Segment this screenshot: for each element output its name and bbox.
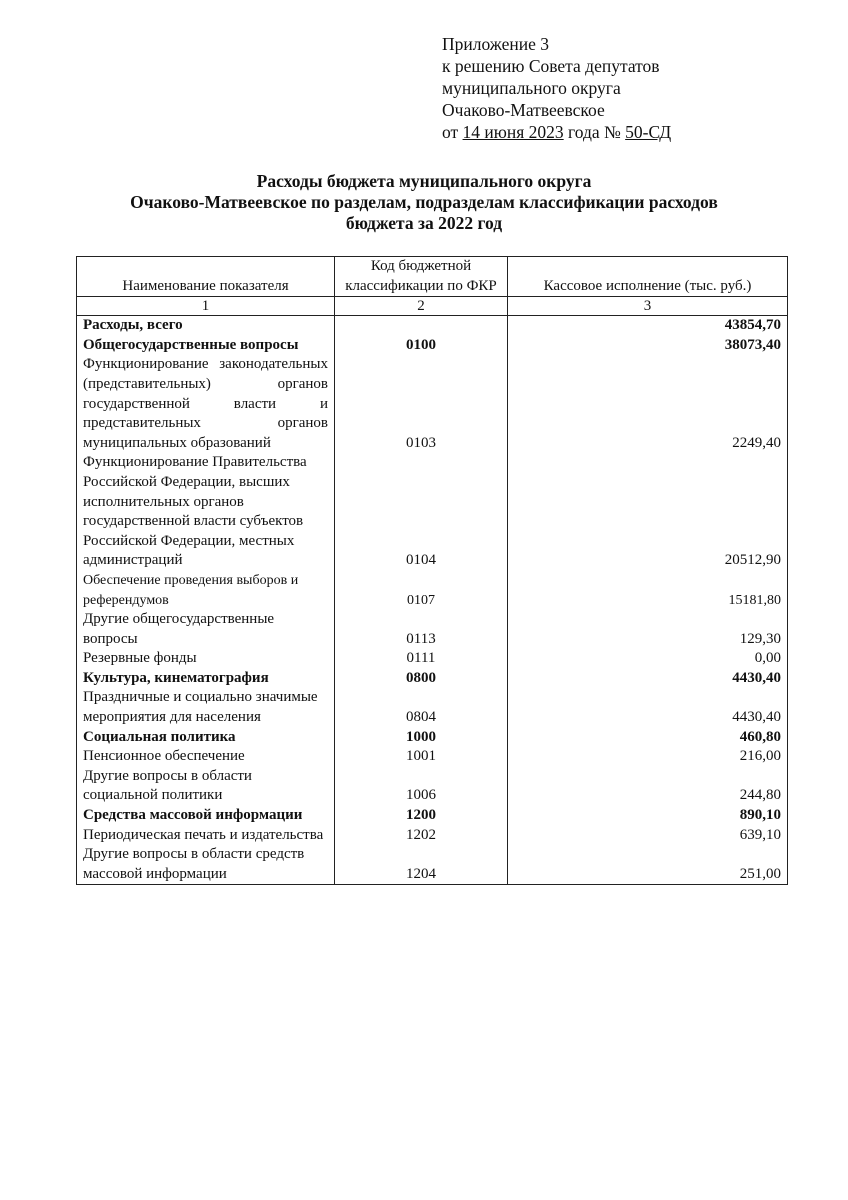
table-row [77,845,788,885]
row-value: 216,00 [508,747,788,767]
row-value: 129,30 [508,610,788,649]
column-number: 3 [508,297,788,316]
row-value: 251,00 [508,845,788,885]
row-value: 639,10 [508,826,788,846]
row-value: 2249,40 [508,355,788,453]
table-row [77,316,788,336]
title-line: Очаково-Матвеевское по разделам, подразделам классификации расходов [130,192,718,212]
table-row [77,747,788,767]
row-value: 4430,40 [508,669,788,689]
table-header-row [77,257,788,297]
row-value: 4430,40 [508,688,788,727]
row-code: 0100 [335,336,508,356]
column-number: 1 [77,297,335,316]
title-line: бюджета за 2022 год [345,213,503,233]
row-name: Функционирование Правительства Российской Федерации, высших исполнительных органов государственной власти субъектов Российской Федерации, местных администраций [77,453,335,571]
row-name: Средства массовой информации [77,806,335,826]
date-mid: года № [563,122,626,142]
header-value: Кассовое исполнение (тыс. руб.) [508,257,788,297]
appendix-line: к решению Совета депутатов [442,56,660,76]
title-line: Расходы бюджета муниципального округа [256,171,592,191]
table-row [77,728,788,748]
table-row [77,826,788,846]
row-name: Другие общегосударственные вопросы [77,610,335,649]
row-name: Резервные фонды [77,649,335,669]
table-row [77,767,788,806]
row-value: 460,80 [508,728,788,748]
row-name: Обеспечение проведения выборов и референдумов [77,571,335,610]
appendix-line: Приложение 3 [442,34,550,54]
row-name: Другие вопросы в области социальной политики [77,767,335,806]
table-row [77,355,788,453]
row-value: 20512,90 [508,453,788,571]
row-value: 38073,40 [508,336,788,356]
row-value: 15181,80 [508,571,788,610]
row-value: 0,00 [508,649,788,669]
row-code: 0804 [335,688,508,727]
decision-date-line [442,121,671,143]
appendix-line: Очаково-Матвеевское [442,100,605,120]
row-value: 244,80 [508,767,788,806]
table-row [77,571,788,610]
row-code: 1200 [335,806,508,826]
document-title [40,171,808,234]
decision-date: 14 июня 2023 [462,122,564,142]
table-row [77,688,788,727]
row-code: 0800 [335,669,508,689]
row-code: 0107 [335,571,508,610]
column-number-row [77,297,788,316]
header-name: Наименование показателя [77,257,335,297]
date-prefix: от [442,122,463,142]
row-code: 1000 [335,728,508,748]
header-code: Код бюджетной классификации по ФКР [335,257,508,297]
row-code: 1202 [335,826,508,846]
row-name: Периодическая печать и издательства [77,826,335,846]
appendix-line: муниципального округа [442,78,621,98]
row-name: Другие вопросы в области средств массовой информации [77,845,335,885]
row-value: 43854,70 [508,316,788,336]
expenses-table [76,256,788,885]
appendix-block [442,33,671,143]
row-name: Общегосударственные вопросы [77,336,335,356]
row-name: Пенсионное обеспечение [77,747,335,767]
row-name: Функционирование законодательных (представительных) органов государственной власти и представительных органов муниципальных образований [77,355,335,453]
row-code: 1204 [335,845,508,885]
row-name: Социальная политика [77,728,335,748]
row-code: 1006 [335,767,508,806]
table-row [77,336,788,356]
table-row [77,649,788,669]
table-row [77,806,788,826]
table-row [77,453,788,571]
row-code: 1001 [335,747,508,767]
column-number: 2 [335,297,508,316]
row-code: 0111 [335,649,508,669]
table-row [77,669,788,689]
row-code: 0103 [335,355,508,453]
table-row [77,610,788,649]
row-code [335,316,508,336]
row-value: 890,10 [508,806,788,826]
row-name: Культура, кинематография [77,669,335,689]
row-name: Расходы, всего [77,316,335,336]
decision-number: 50-СД [625,122,672,142]
row-code: 0113 [335,610,508,649]
row-code: 0104 [335,453,508,571]
row-name: Праздничные и социально значимые мероприятия для населения [77,688,335,727]
